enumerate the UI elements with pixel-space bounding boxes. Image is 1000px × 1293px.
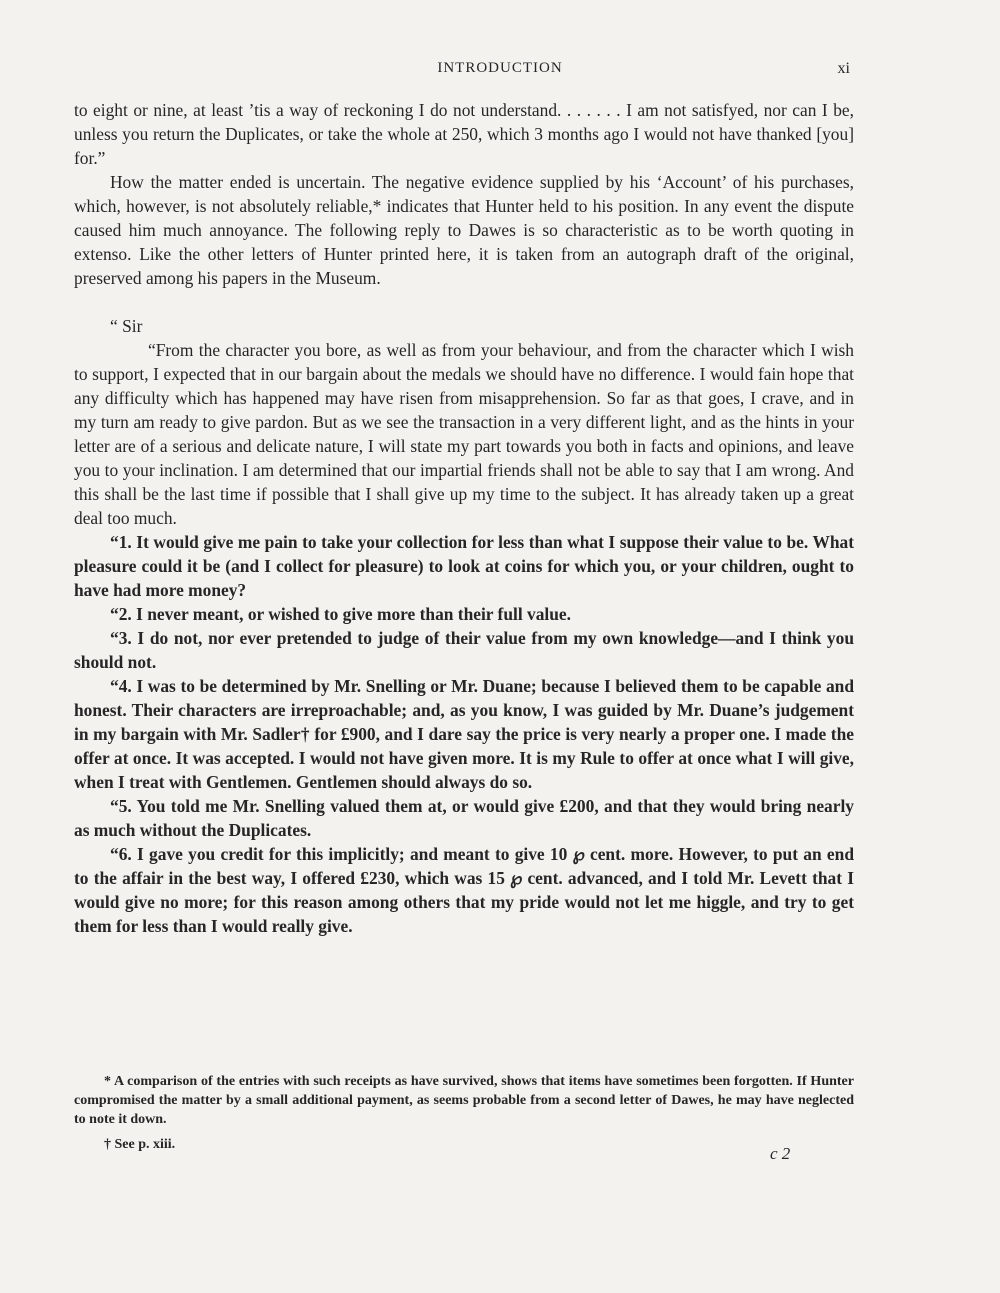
footnotes bbox=[74, 1072, 854, 1154]
body-text bbox=[74, 98, 854, 938]
letter-opening-paragraph: “From the character you bore, as well as from your behaviour, and from the character which I wish to support, I expected that in our bargain about the medals we should have no difference. I would fain hope that any difficulty which has happened may have risen from misapprehension. So far as that goes, I crave, and in my turn am ready to give pardon. But as we see the transaction in a very different light, and as the hints in your letter are of a serious and delicate nature, I will state my part towards you both in facts and opinions, and leave you to your inclination. I am determined that our impartial friends shall not be able to say that I am wrong. And this shall be the last time if possible that I shall give up my time to the subject. It has already taken up a great deal too much. bbox=[74, 340, 854, 528]
footnote-asterisk: * A comparison of the entries with such receipts as have survived, shows that items have sometimes been forgotten. If Hunter compromised the matter by a small additional payment, as seems probable from a second letter of Dawes, he may have neglected to note it down. bbox=[74, 1074, 854, 1127]
running-title: INTRODUCTION bbox=[437, 60, 563, 76]
printer-signature-mark: c 2 bbox=[770, 1144, 791, 1163]
letter-point-2: “2. I never meant, or wished to give more than their full value. bbox=[110, 604, 571, 624]
page-number: xi bbox=[837, 60, 850, 77]
letter-salutation: “ Sir bbox=[110, 316, 143, 336]
footnote-dagger: † See p. xiii. bbox=[104, 1137, 176, 1152]
letter-point-4: “4. I was to be determined by Mr. Snelling or Mr. Duane; because I believed them to be capable and honest. Their characters are irreproachable; and, as you know, I was guided by Mr. Duane’s judgement in my bargain with Mr. Sadler† for £900, and I dare say the price is very nearly a proper one. I made the offer at once. It was accepted. I would not have given more. It is my Rule to offer at once what I will give, when I treat with Gentlemen. Gentlemen should always do so. bbox=[74, 676, 854, 792]
paragraph-continuation: to eight or nine, at least ’tis a way of reckoning I do not understand. . . . . . . I am not satisfyed, nor can I be, unless you return the Duplicates, or take the whole at 250, which 3 months ago I would not have thanked [you] for.” bbox=[74, 100, 854, 168]
letter-point-5: “5. You told me Mr. Snelling valued them at, or would give £200, and that they would bring nearly as much without the Duplicates. bbox=[74, 796, 854, 840]
letter-point-3: “3. I do not, nor ever pretended to judge of their value from my own knowledge—and I think you should not. bbox=[74, 628, 854, 672]
letter-point-6: “6. I gave you credit for this implicitly; and meant to give 10 ℘ cent. more. However, to put an end to the affair in the best way, I offered £230, which was 15 ℘ cent. advanced, and I told Mr. Levett that I would give no more; for this reason among others that my pride would not let me higgle, and try to get them for less than I would really give. bbox=[74, 844, 854, 936]
paragraph-matter-ended: How the matter ended is uncertain. The negative evidence supplied by his ‘Account’ of his purchases, which, however, is not absolutely reliable,* indicates that Hunter held to his position. In any event the dispute caused him much annoyance. The following reply to Dawes is so characteristic as to be worth quoting in extenso. Like the other letters of Hunter printed here, it is taken from an autograph draft of the original, preserved among his papers in the Museum. bbox=[74, 172, 854, 288]
running-head bbox=[0, 60, 1000, 84]
letter-point-1: “1. It would give me pain to take your collection for less than what I suppose their value to be. What pleasure could it be (and I collect for pleasure) to look at coins for which you, or your children, ought to have had more money? bbox=[74, 532, 854, 600]
